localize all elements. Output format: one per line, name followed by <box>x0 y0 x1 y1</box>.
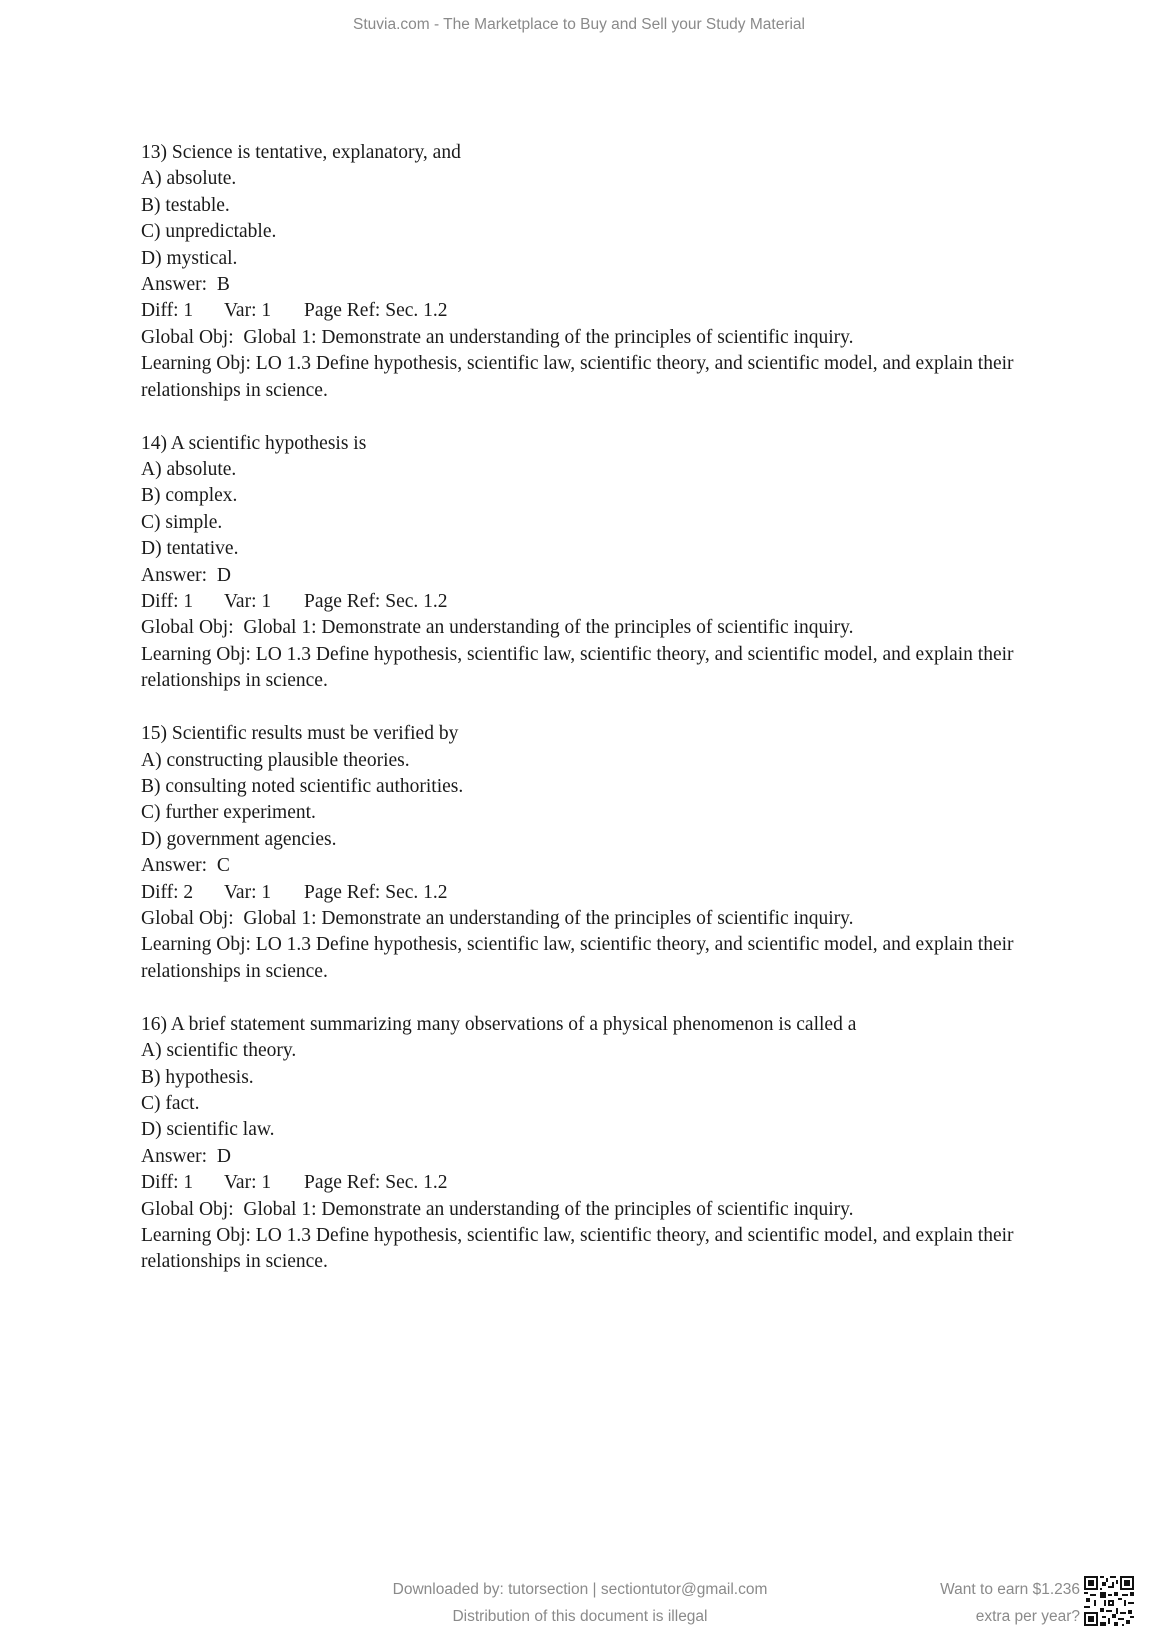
global-objective: Global Obj: Global 1: Demonstrate an understanding of the principles of scientific inquiry. <box>141 617 854 639</box>
option-a: A) absolute. <box>141 458 237 480</box>
answer: Answer: C <box>141 855 230 877</box>
variant: Var: 1 <box>224 881 272 903</box>
distribution-notice: Distribution of this document is illegal <box>452 1608 708 1625</box>
answer: Answer: D <box>141 564 231 586</box>
question-meta <box>141 589 1021 615</box>
option-d: D) government agencies. <box>141 828 337 850</box>
earn-promo[interactable] <box>880 1576 1080 1630</box>
variant: Var: 1 <box>224 300 272 322</box>
question-stem: 15) Scientific results must be verified by <box>141 723 459 745</box>
option-a: A) absolute. <box>141 168 237 190</box>
learning-objective: Learning Obj: LO 1.3 Define hypothesis, scientific law, scientific theory, and scientific model, and explain their relationships in science. <box>141 1224 1014 1273</box>
downloaded-by-text: Downloaded by: tutorsection | sectiontutor@gmail.com <box>392 1581 768 1598</box>
question-15 <box>141 721 1021 985</box>
question-list <box>141 140 1021 1302</box>
option-c: C) further experiment. <box>141 802 316 824</box>
answer: Answer: D <box>141 1145 231 1167</box>
global-objective: Global Obj: Global 1: Demonstrate an understanding of the principles of scientific inquiry. <box>141 1198 854 1220</box>
earn-promo-line1[interactable]: Want to earn $1.236 <box>940 1581 1080 1598</box>
download-notice <box>340 1576 820 1630</box>
option-b: B) complex. <box>141 485 238 507</box>
page-ref: Page Ref: Sec. 1.2 <box>304 1172 448 1194</box>
earn-promo-line2[interactable]: extra per year? <box>975 1608 1080 1625</box>
learning-objective: Learning Obj: LO 1.3 Define hypothesis, scientific law, scientific theory, and scientific model, and explain their relationships in science. <box>141 353 1014 401</box>
option-b: B) hypothesis. <box>141 1066 254 1088</box>
question-stem: 13) Science is tentative, explanatory, and <box>141 142 461 163</box>
option-a: A) constructing plausible theories. <box>141 749 410 771</box>
question-meta <box>141 298 1021 324</box>
question-meta <box>141 880 1021 906</box>
difficulty: Diff: 2 <box>141 881 194 903</box>
option-a: A) scientific theory. <box>141 1040 297 1062</box>
variant: Var: 1 <box>224 1172 272 1194</box>
question-16 <box>141 1012 1021 1276</box>
qr-code-icon[interactable] <box>1084 1576 1134 1626</box>
difficulty: Diff: 1 <box>141 300 194 322</box>
option-b: B) testable. <box>141 194 230 216</box>
page-ref: Page Ref: Sec. 1.2 <box>304 300 448 322</box>
option-d: D) mystical. <box>141 247 238 269</box>
question-meta <box>141 1170 1021 1196</box>
learning-objective: Learning Obj: LO 1.3 Define hypothesis, scientific law, scientific theory, and scientific model, and explain their relationships in science. <box>141 643 1014 692</box>
difficulty: Diff: 1 <box>141 1172 194 1194</box>
page-ref: Page Ref: Sec. 1.2 <box>304 881 448 903</box>
difficulty: Diff: 1 <box>141 591 194 612</box>
question-13 <box>141 140 1021 404</box>
option-d: D) tentative. <box>141 538 239 560</box>
question-14 <box>141 431 1021 695</box>
option-b: B) consulting noted scientific authorities. <box>141 775 464 797</box>
option-d: D) scientific law. <box>141 1119 275 1141</box>
variant: Var: 1 <box>224 591 272 612</box>
question-stem: 16) A brief statement summarizing many observations of a physical phenomenon is called a <box>141 1013 857 1035</box>
learning-objective: Learning Obj: LO 1.3 Define hypothesis, scientific law, scientific theory, and scientific model, and explain their relationships in science. <box>141 934 1014 982</box>
page-header: Stuvia.com - The Marketplace to Buy and Sell your Study Material <box>352 16 805 33</box>
global-objective: Global Obj: Global 1: Demonstrate an understanding of the principles of scientific inquiry. <box>141 326 854 348</box>
question-stem: 14) A scientific hypothesis is <box>141 432 367 454</box>
page-ref: Page Ref: Sec. 1.2 <box>304 591 448 612</box>
option-c: C) fact. <box>141 1092 200 1114</box>
option-c: C) unpredictable. <box>141 221 277 243</box>
global-objective: Global Obj: Global 1: Demonstrate an understanding of the principles of scientific inquiry. <box>141 907 854 929</box>
answer: Answer: B <box>141 274 230 296</box>
option-c: C) simple. <box>141 511 223 533</box>
